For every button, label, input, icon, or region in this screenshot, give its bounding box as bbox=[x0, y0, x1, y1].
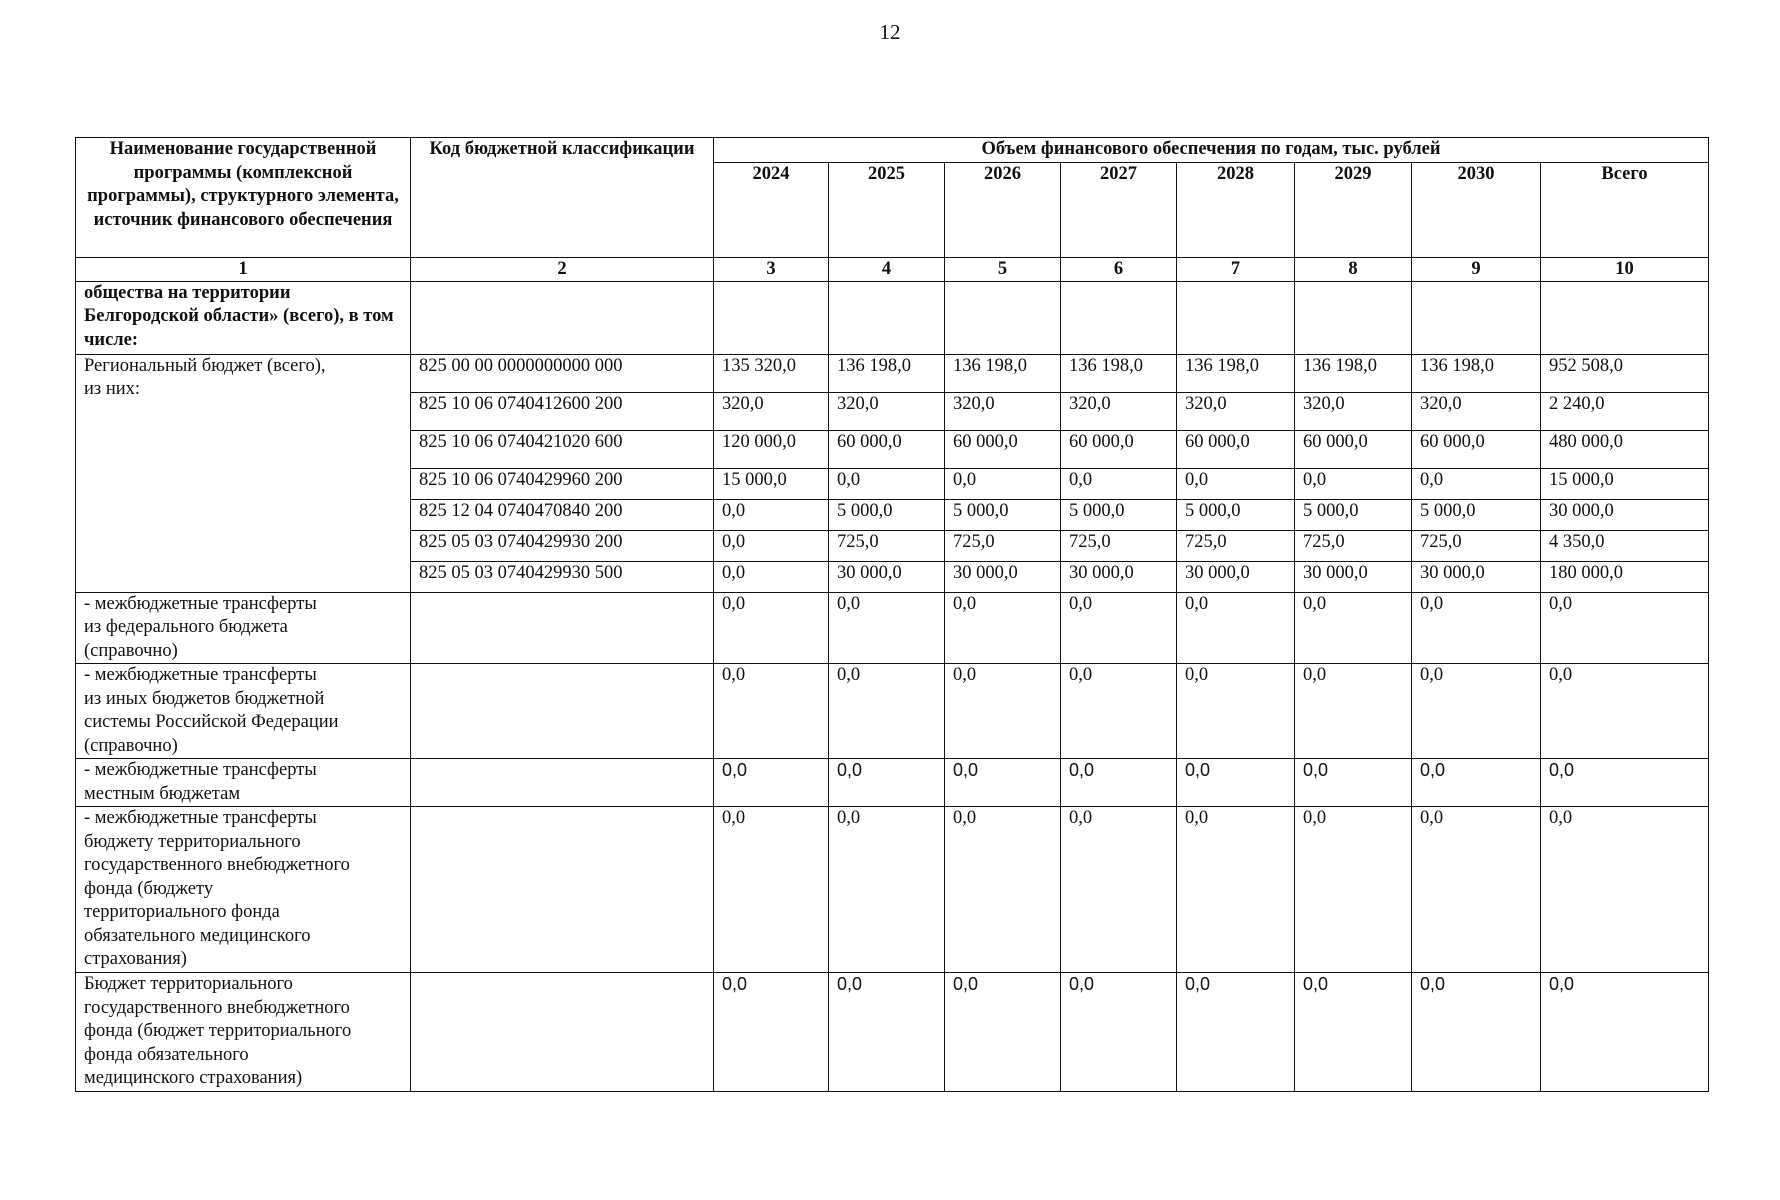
program-title-cell: общества на территории Белгородской области» (всего), в том числе: bbox=[76, 281, 411, 354]
total-cell: 4 350,0 bbox=[1541, 530, 1709, 561]
transfer-label: - межбюджетные трансферты из иных бюджетов бюджетной системы Российской Федерации (справочно) bbox=[76, 664, 411, 759]
value-cell: 136 198,0 bbox=[1061, 354, 1177, 392]
header-row-top bbox=[76, 138, 1709, 163]
budget-code-cell: 825 10 06 0740412600 200 bbox=[411, 392, 714, 430]
value-cell: 0,0 bbox=[829, 807, 945, 973]
total-cell: 15 000,0 bbox=[1541, 468, 1709, 499]
value-cell: 0,0 bbox=[1412, 759, 1541, 807]
value-cell: 0,0 bbox=[1061, 807, 1177, 973]
value-cell: 60 000,0 bbox=[1061, 430, 1177, 468]
value-cell: 0,0 bbox=[714, 759, 829, 807]
value-cell: 136 198,0 bbox=[1412, 354, 1541, 392]
empty-cell bbox=[1295, 281, 1412, 354]
column-number-row bbox=[76, 257, 1709, 281]
total-cell: 0,0 bbox=[1541, 664, 1709, 759]
value-cell: 725,0 bbox=[829, 530, 945, 561]
column-number: 7 bbox=[1177, 257, 1295, 281]
value-cell: 0,0 bbox=[1177, 592, 1295, 664]
value-cell: 0,0 bbox=[1061, 468, 1177, 499]
value-cell: 725,0 bbox=[1061, 530, 1177, 561]
value-cell: 5 000,0 bbox=[1295, 499, 1412, 530]
transfer-label: Бюджет территориального государственного внебюджетного фонда (бюджет территориального фонда обязательного медицинского страхования) bbox=[76, 973, 411, 1092]
empty-cell bbox=[411, 759, 714, 807]
value-cell: 320,0 bbox=[1177, 392, 1295, 430]
header-total: Всего bbox=[1541, 162, 1709, 257]
value-cell: 60 000,0 bbox=[1295, 430, 1412, 468]
transfer-label: - межбюджетные трансферты из федерального бюджета (справочно) bbox=[76, 592, 411, 664]
value-cell: 0,0 bbox=[714, 561, 829, 592]
empty-cell bbox=[411, 973, 714, 1092]
header-year: 2029 bbox=[1295, 162, 1412, 257]
total-cell: 0,0 bbox=[1541, 807, 1709, 973]
column-number: 9 bbox=[1412, 257, 1541, 281]
empty-cell bbox=[1412, 281, 1541, 354]
header-name: Наименование государственной программы (комплексной программы), структурного элемента, источник финансового обеспечения bbox=[76, 138, 411, 258]
value-cell: 0,0 bbox=[1295, 592, 1412, 664]
value-cell: 0,0 bbox=[829, 468, 945, 499]
value-cell: 0,0 bbox=[714, 973, 829, 1092]
empty-cell bbox=[945, 281, 1061, 354]
budget-code-cell: 825 05 03 0740429930 200 bbox=[411, 530, 714, 561]
value-cell: 725,0 bbox=[945, 530, 1061, 561]
value-cell: 0,0 bbox=[945, 592, 1061, 664]
value-cell: 0,0 bbox=[714, 592, 829, 664]
value-cell: 320,0 bbox=[714, 392, 829, 430]
header-year: 2024 bbox=[714, 162, 829, 257]
column-number: 10 bbox=[1541, 257, 1709, 281]
header-year: 2026 bbox=[945, 162, 1061, 257]
value-cell: 136 198,0 bbox=[829, 354, 945, 392]
empty-cell bbox=[411, 281, 714, 354]
value-cell: 0,0 bbox=[1177, 973, 1295, 1092]
empty-cell bbox=[411, 592, 714, 664]
value-cell: 320,0 bbox=[829, 392, 945, 430]
value-cell: 60 000,0 bbox=[829, 430, 945, 468]
value-cell: 320,0 bbox=[1061, 392, 1177, 430]
value-cell: 0,0 bbox=[945, 973, 1061, 1092]
table-row bbox=[76, 592, 1709, 664]
value-cell: 0,0 bbox=[1061, 973, 1177, 1092]
table-row bbox=[76, 807, 1709, 973]
transfer-label: - межбюджетные трансферты бюджету территориального государственного внебюджетного фонда (бюджету территориального фонда обязательного медицинского страхования) bbox=[76, 807, 411, 973]
value-cell: 5 000,0 bbox=[1412, 499, 1541, 530]
value-cell: 0,0 bbox=[945, 468, 1061, 499]
value-cell: 0,0 bbox=[1412, 592, 1541, 664]
empty-cell bbox=[411, 807, 714, 973]
empty-cell bbox=[1061, 281, 1177, 354]
column-number: 1 bbox=[76, 257, 411, 281]
header-year: 2025 bbox=[829, 162, 945, 257]
value-cell: 0,0 bbox=[1177, 807, 1295, 973]
value-cell: 320,0 bbox=[1295, 392, 1412, 430]
header-code: Код бюджетной классификации bbox=[411, 138, 714, 258]
value-cell: 0,0 bbox=[945, 664, 1061, 759]
value-cell: 0,0 bbox=[945, 807, 1061, 973]
column-number: 2 bbox=[411, 257, 714, 281]
value-cell: 0,0 bbox=[829, 759, 945, 807]
empty-cell bbox=[1177, 281, 1295, 354]
value-cell: 0,0 bbox=[714, 499, 829, 530]
total-cell: 952 508,0 bbox=[1541, 354, 1709, 392]
value-cell: 320,0 bbox=[1412, 392, 1541, 430]
value-cell: 0,0 bbox=[1177, 664, 1295, 759]
empty-cell bbox=[1541, 281, 1709, 354]
header-volume-group: Объем финансового обеспечения по годам, тыс. рублей bbox=[714, 138, 1709, 163]
regional-budget-label: Региональный бюджет (всего), из них: bbox=[76, 354, 411, 592]
value-cell: 0,0 bbox=[1295, 664, 1412, 759]
value-cell: 0,0 bbox=[1295, 468, 1412, 499]
value-cell: 0,0 bbox=[1412, 468, 1541, 499]
table-row bbox=[76, 354, 1709, 392]
value-cell: 320,0 bbox=[945, 392, 1061, 430]
value-cell: 0,0 bbox=[1177, 468, 1295, 499]
value-cell: 0,0 bbox=[1412, 973, 1541, 1092]
value-cell: 60 000,0 bbox=[945, 430, 1061, 468]
value-cell: 0,0 bbox=[714, 664, 829, 759]
value-cell: 136 198,0 bbox=[1295, 354, 1412, 392]
column-number: 4 bbox=[829, 257, 945, 281]
table-row bbox=[76, 973, 1709, 1092]
value-cell: 30 000,0 bbox=[1412, 561, 1541, 592]
total-cell: 180 000,0 bbox=[1541, 561, 1709, 592]
total-cell: 2 240,0 bbox=[1541, 392, 1709, 430]
header-year: 2028 bbox=[1177, 162, 1295, 257]
table-row bbox=[76, 664, 1709, 759]
value-cell: 60 000,0 bbox=[1177, 430, 1295, 468]
financing-table bbox=[75, 137, 1709, 1092]
value-cell: 0,0 bbox=[1412, 807, 1541, 973]
total-cell: 0,0 bbox=[1541, 759, 1709, 807]
header-year: 2030 bbox=[1412, 162, 1541, 257]
total-cell: 480 000,0 bbox=[1541, 430, 1709, 468]
empty-cell bbox=[411, 664, 714, 759]
value-cell: 0,0 bbox=[1295, 807, 1412, 973]
value-cell: 30 000,0 bbox=[1061, 561, 1177, 592]
budget-code-cell: 825 12 04 0740470840 200 bbox=[411, 499, 714, 530]
value-cell: 0,0 bbox=[1061, 592, 1177, 664]
value-cell: 725,0 bbox=[1177, 530, 1295, 561]
header-year: 2027 bbox=[1061, 162, 1177, 257]
table-row bbox=[76, 759, 1709, 807]
value-cell: 15 000,0 bbox=[714, 468, 829, 499]
column-number: 6 bbox=[1061, 257, 1177, 281]
value-cell: 0,0 bbox=[1177, 759, 1295, 807]
column-number: 3 bbox=[714, 257, 829, 281]
value-cell: 30 000,0 bbox=[1295, 561, 1412, 592]
page-number: 12 bbox=[879, 20, 901, 44]
value-cell: 0,0 bbox=[945, 759, 1061, 807]
budget-code-cell: 825 05 03 0740429930 500 bbox=[411, 561, 714, 592]
value-cell: 0,0 bbox=[1295, 759, 1412, 807]
value-cell: 0,0 bbox=[1061, 759, 1177, 807]
total-cell: 0,0 bbox=[1541, 592, 1709, 664]
value-cell: 30 000,0 bbox=[1177, 561, 1295, 592]
value-cell: 0,0 bbox=[1295, 973, 1412, 1092]
value-cell: 725,0 bbox=[1412, 530, 1541, 561]
value-cell: 30 000,0 bbox=[829, 561, 945, 592]
value-cell: 5 000,0 bbox=[829, 499, 945, 530]
value-cell: 136 198,0 bbox=[945, 354, 1061, 392]
value-cell: 120 000,0 bbox=[714, 430, 829, 468]
total-cell: 0,0 bbox=[1541, 973, 1709, 1092]
column-number: 5 bbox=[945, 257, 1061, 281]
value-cell: 0,0 bbox=[1412, 664, 1541, 759]
budget-code-cell: 825 10 06 0740429960 200 bbox=[411, 468, 714, 499]
value-cell: 30 000,0 bbox=[945, 561, 1061, 592]
budget-code-cell: 825 10 06 0740421020 600 bbox=[411, 430, 714, 468]
value-cell: 136 198,0 bbox=[1177, 354, 1295, 392]
empty-cell bbox=[829, 281, 945, 354]
value-cell: 725,0 bbox=[1295, 530, 1412, 561]
value-cell: 0,0 bbox=[829, 664, 945, 759]
program-title-row bbox=[76, 281, 1709, 354]
value-cell: 5 000,0 bbox=[945, 499, 1061, 530]
total-cell: 30 000,0 bbox=[1541, 499, 1709, 530]
value-cell: 0,0 bbox=[829, 592, 945, 664]
transfer-label: - межбюджетные трансферты местным бюджетам bbox=[76, 759, 411, 807]
value-cell: 135 320,0 bbox=[714, 354, 829, 392]
value-cell: 0,0 bbox=[714, 530, 829, 561]
value-cell: 0,0 bbox=[1061, 664, 1177, 759]
value-cell: 60 000,0 bbox=[1412, 430, 1541, 468]
value-cell: 5 000,0 bbox=[1177, 499, 1295, 530]
column-number: 8 bbox=[1295, 257, 1412, 281]
budget-code-cell: 825 00 00 0000000000 000 bbox=[411, 354, 714, 392]
empty-cell bbox=[714, 281, 829, 354]
value-cell: 0,0 bbox=[714, 807, 829, 973]
value-cell: 0,0 bbox=[829, 973, 945, 1092]
value-cell: 5 000,0 bbox=[1061, 499, 1177, 530]
